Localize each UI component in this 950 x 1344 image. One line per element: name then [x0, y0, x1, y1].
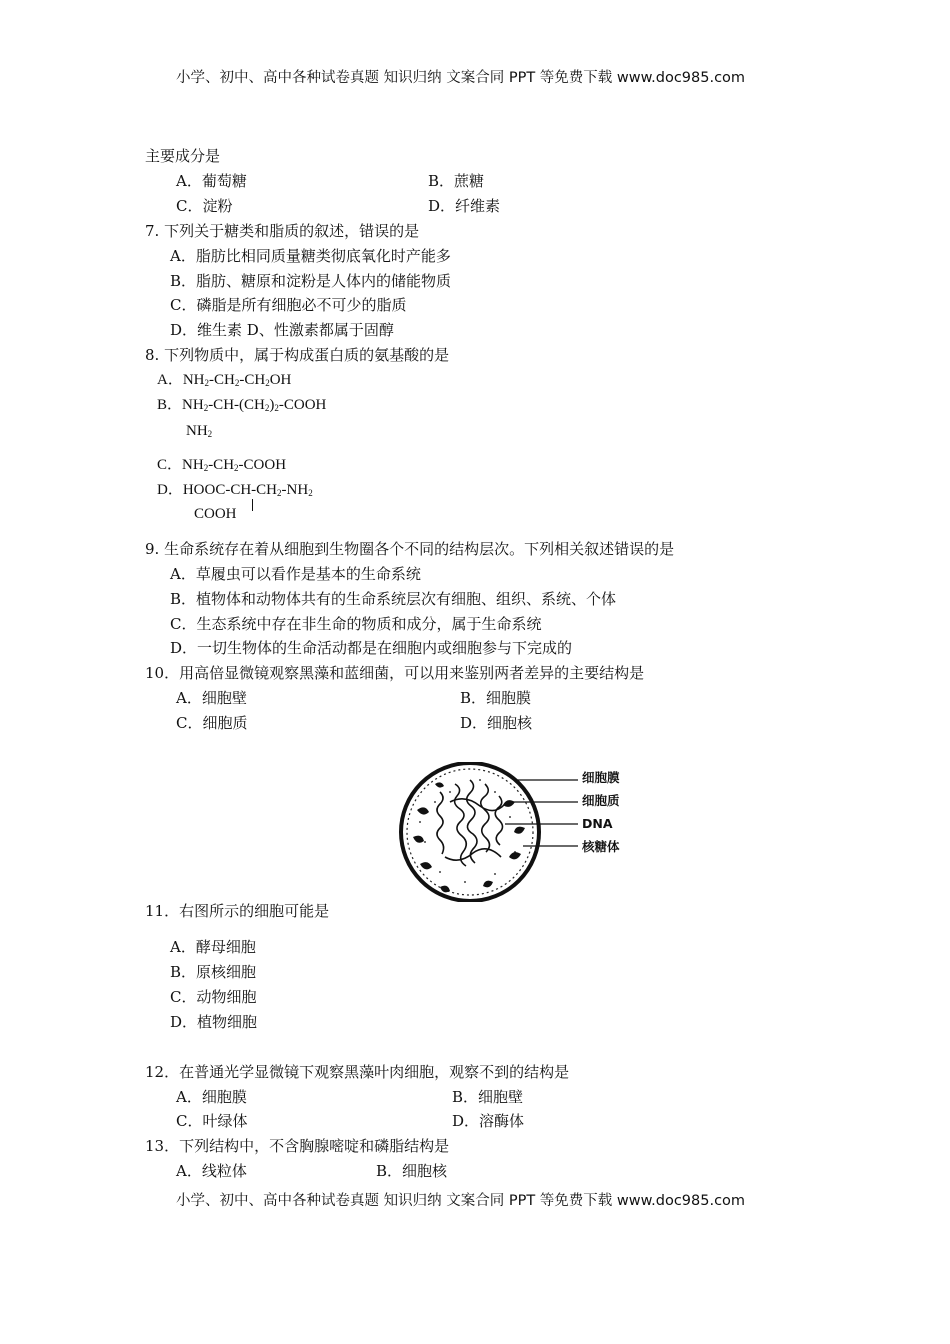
q8-stem: 8. 下列物质中，属于构成蛋白质的氨基酸的是	[145, 346, 450, 364]
q11-option-b: B．原核细胞	[170, 963, 257, 981]
q11-option-a: A．酵母细胞	[170, 938, 256, 956]
q7-option-c: C．磷脂是所有细胞必不可少的脂质	[170, 296, 407, 314]
q6-option-d: D．纤维素	[428, 197, 501, 215]
q13-option-b: B．细胞核	[376, 1162, 448, 1180]
q9-option-d: D．一切生物体的生命活动都是在细胞内或细胞参与下完成的	[170, 639, 573, 657]
q12-option-b: B．细胞壁	[452, 1088, 524, 1106]
q9-stem: 9. 生命系统存在着从细胞到生物圈各个不同的结构层次。下列相关叙述错误的是	[145, 540, 675, 558]
figure-label-ribosome: 核糖体	[582, 839, 620, 854]
q8-option-b: B．$NH_2-CH-(CH_2)_2$-COOH	[157, 397, 327, 413]
q6-option-b: B．蔗糖	[428, 172, 485, 190]
q8-option-b-branch: $NH_2$	[186, 423, 213, 439]
q8-option-a: A．$NH_2-CH_2-CH_2OH$	[157, 372, 292, 388]
q9-option-a: A．草履虫可以看作是基本的生命系统	[170, 565, 421, 583]
q7-option-b: B．脂肪、糖原和淀粉是人体内的储能物质	[170, 272, 452, 290]
q12-option-c: C．叶绿体	[176, 1112, 248, 1130]
q12-option-d: D．溶酶体	[452, 1112, 525, 1130]
q12-stem: 12．在普通光学显微镜下观察黑藻叶肉细胞，观察不到的结构是	[145, 1063, 570, 1081]
page-footer: 小学、初中、高中各种试卷真题 知识归纳 文案合同 PPT 等免费下载 www.doc985.com	[176, 1193, 746, 1209]
page-header: 小学、初中、高中各种试卷真题 知识归纳 文案合同 PPT 等免费下载 www.doc985.com	[176, 70, 746, 86]
figure-label-dna: DNA	[582, 816, 613, 831]
q11-option-c: C．动物细胞	[170, 988, 257, 1006]
q6-stem-tail: 主要成分是	[145, 147, 221, 165]
q10-stem: 10．用高倍显微镜观察黑藻和蓝细菌，可以用来鉴别两者差异的主要结构是	[145, 664, 645, 682]
q7-option-a: A．脂肪比相同质量糖类彻底氧化时产能多	[170, 247, 451, 265]
figure-label-membrane: 细胞膜	[582, 770, 620, 785]
q11-stem: 11．右图所示的细胞可能是	[145, 902, 330, 920]
q6-option-c: C．淀粉	[176, 197, 233, 215]
q8-option-d-bond	[252, 499, 253, 511]
q7-stem: 7. 下列关于糖类和脂质的叙述，错误的是	[145, 222, 420, 240]
q13-stem: 13．下列结构中，不含胸腺嘧啶和磷脂结构是	[145, 1137, 450, 1155]
q10-option-d: D．细胞核	[460, 714, 533, 732]
q7-option-d: D．维生素 D、性激素都属于固醇	[170, 321, 394, 339]
q10-option-c: C．细胞质	[176, 714, 248, 732]
q12-option-a: A．细胞膜	[176, 1088, 247, 1106]
q9-option-c: C．生态系统中存在非生命的物质和成分，属于生命系统	[170, 615, 542, 633]
q13-option-a: A．线粒体	[176, 1162, 247, 1180]
q8-option-d-branch: COOH	[194, 506, 237, 522]
q8-option-c: C．$NH_2-CH_2$-COOH	[157, 457, 287, 473]
q6-option-a: A．葡萄糖	[176, 172, 247, 190]
q10-option-a: A．细胞壁	[176, 689, 247, 707]
q9-option-b: B．植物体和动物体共有的生命系统层次有细胞、组织、系统、个体	[170, 590, 617, 608]
q10-option-b: B．细胞膜	[460, 689, 532, 707]
figure-label-cytoplasm: 细胞质	[582, 793, 620, 808]
q11-option-d: D．植物细胞	[170, 1013, 258, 1031]
q8-option-d: D．HOOC-$CH-CH_2-NH_2$	[157, 482, 313, 498]
